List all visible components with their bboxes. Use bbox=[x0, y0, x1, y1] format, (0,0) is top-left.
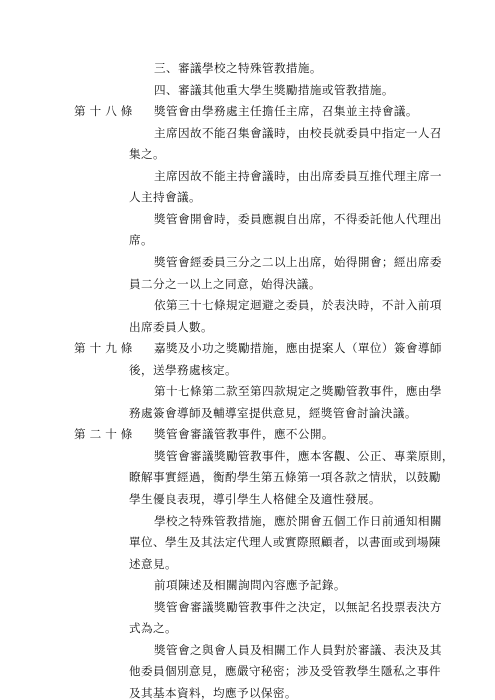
article-19-line-3: 第十七條第二款至第四款規定之獎勵管教事件，應由學 bbox=[154, 384, 442, 399]
article-20-line-5: 學校之特殊管教措施，應於開會五個工作日前通知相關 bbox=[154, 513, 442, 528]
article-20-line-1: 獎管會審議管教事件，應不公開。 bbox=[154, 427, 334, 442]
article-20-line-6: 單位、學生及其法定代理人或實際照顧者，以書面或到場陳 bbox=[129, 535, 441, 550]
article-18-line-7: 席。 bbox=[129, 233, 153, 248]
article-18-label: 第十八條 bbox=[74, 104, 137, 119]
article-18-line-11: 出席委員人數。 bbox=[129, 319, 213, 334]
article-20-line-11: 獎管會之與會人員及相關工作人員對於審議、表決及其 bbox=[154, 642, 442, 657]
article-19-line-4: 務處簽會導師及輔導室提供意見，經獎管會討論決議。 bbox=[129, 405, 417, 420]
article-18-line-5: 人主持會議。 bbox=[129, 190, 201, 205]
article-20-label: 第二十條 bbox=[74, 427, 137, 442]
article-20-line-3: 瞭解事實經過，衡酌學生第五條第一項各款之情狀，以鼓勵 bbox=[129, 470, 441, 485]
article-20-line-7: 述意見。 bbox=[129, 556, 177, 571]
article-20-line-12: 他委員個別意見，應嚴守秘密；涉及受管教學生隱私之事件 bbox=[129, 664, 441, 679]
article-19-label: 第十九條 bbox=[74, 341, 137, 356]
item-3: 三、審議學校之特殊管教措施。 bbox=[154, 61, 322, 75]
article-18-line-8: 獎管會經委員三分之二以上出席，始得開會；經出席委 bbox=[154, 254, 442, 269]
article-18-line-3: 集之。 bbox=[129, 147, 165, 162]
article-18-line-2: 主席因故不能召集會議時，由校長就委員中指定一人召 bbox=[154, 125, 442, 140]
article-20-line-10: 式為之。 bbox=[129, 621, 177, 636]
article-18-line-10: 依第三十七條規定迴避之委員，於表決時，不計入前項 bbox=[154, 298, 442, 313]
item-4: 四、審議其他重大學生獎勵措施或管教措施。 bbox=[154, 82, 394, 97]
article-18-line-9: 員二分之一以上之同意，始得決議。 bbox=[129, 276, 321, 291]
article-19-line-1: 嘉獎及小功之獎勵措施，應由提案人（單位）簽會導師 bbox=[154, 341, 442, 356]
article-18-line-1: 獎管會由學務處主任擔任主席，召集並主持會議。 bbox=[154, 104, 418, 119]
article-20-line-13: 及其基本資料，均應予以保密。 bbox=[129, 686, 297, 700]
article-18-line-4: 主席因故不能主持會議時，由出席委員互推代理主席一 bbox=[154, 168, 442, 183]
article-20-line-9: 獎管會審議獎勵管教事件之決定，以無記名投票表決方 bbox=[154, 599, 442, 614]
article-20-line-2: 獎管會審議獎勵管教事件，應本客觀、公正、專業原則， bbox=[154, 448, 454, 463]
article-19-line-2: 後，送學務處核定。 bbox=[129, 362, 237, 377]
article-20-line-4: 學生優良表現，導引學生人格健全及適性發展。 bbox=[129, 492, 381, 507]
article-18-line-6: 獎管會開會時，委員應親自出席，不得委託他人代理出 bbox=[154, 211, 442, 226]
article-20-line-8: 前項陳述及相關詢問內容應予記錄。 bbox=[154, 578, 346, 593]
